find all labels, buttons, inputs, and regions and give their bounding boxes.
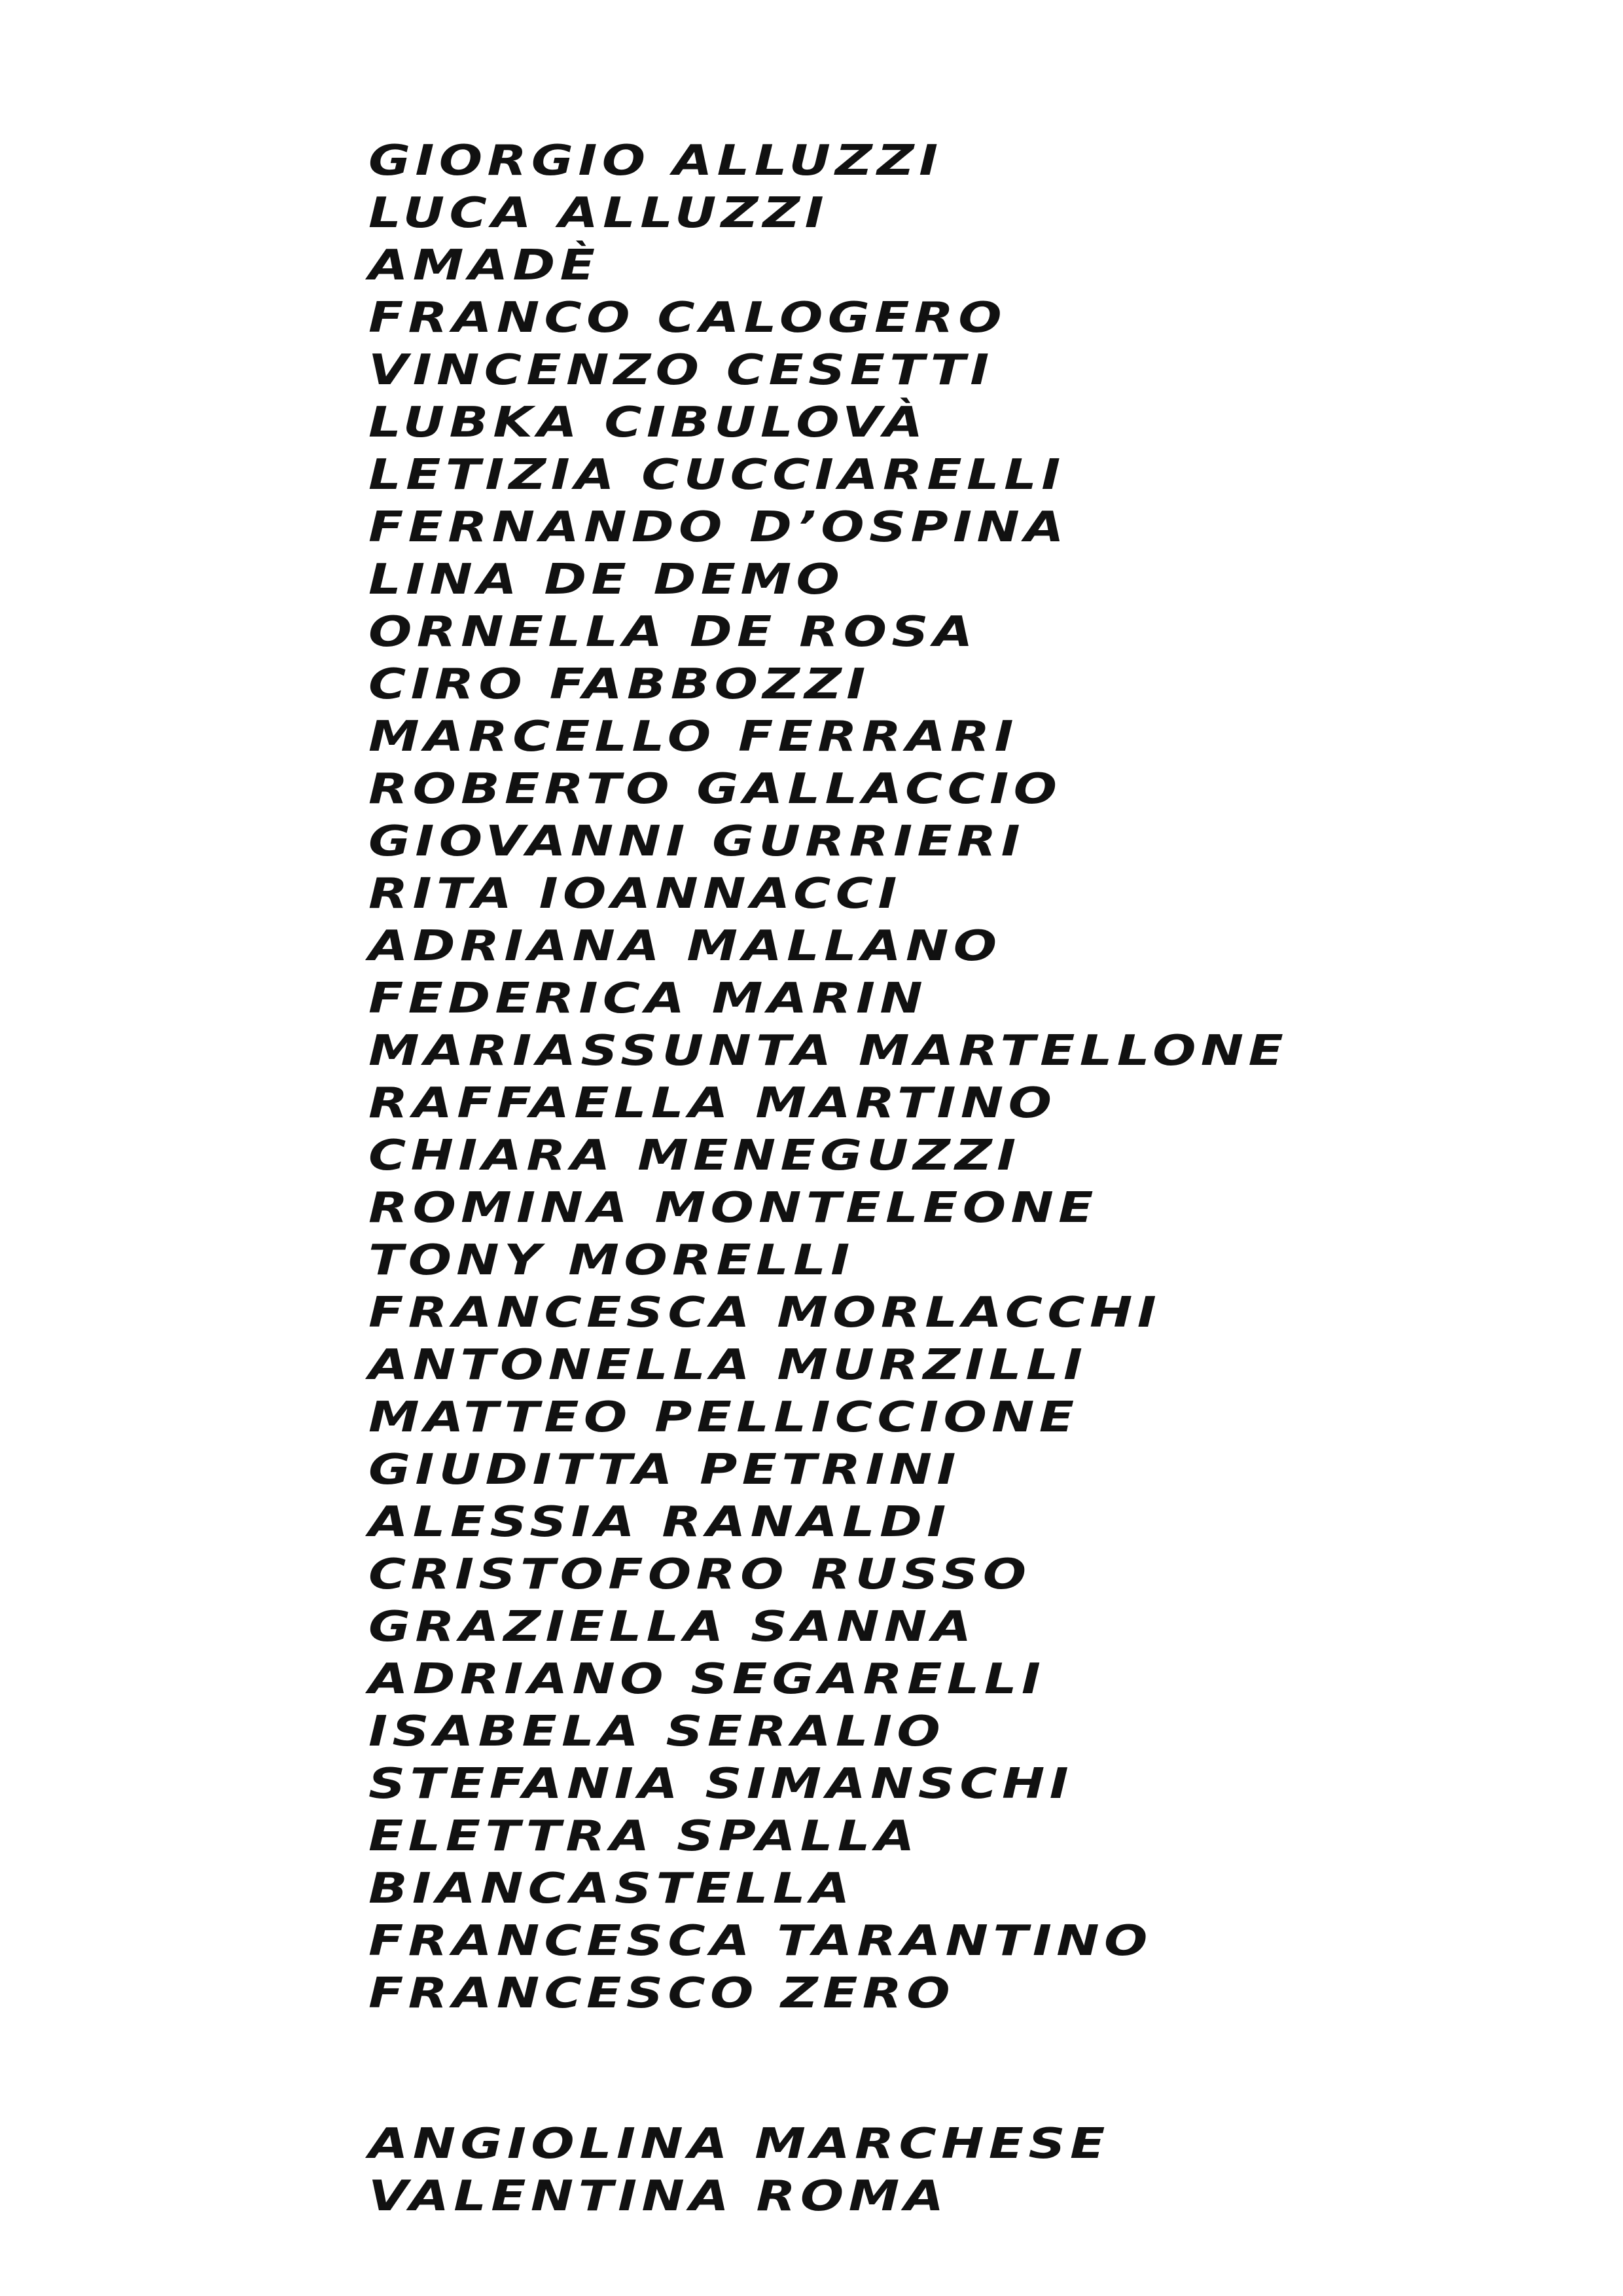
name-entry: VALENTINA ROMA xyxy=(368,2172,949,2221)
name-entry: FERNANDO D’OSPINA xyxy=(368,503,1069,552)
name-entry: GIUDITTA PETRINI xyxy=(368,1446,961,1494)
name-entry: MARCELLO FERRARI xyxy=(368,713,1018,761)
name-entry: ADRIANA MALLANO xyxy=(368,922,1002,971)
name-entry: STEFANIA SIMANSCHI xyxy=(368,1760,1073,1808)
name-entry: FEDERICA MARIN xyxy=(368,975,928,1023)
name-entry: LUCA ALLUZZI xyxy=(368,189,829,238)
name-entry: AMADÈ xyxy=(368,242,600,290)
name-entry: VINCENZO CESETTI xyxy=(368,346,994,395)
name-entry: ISABELA SERALIO xyxy=(368,1708,946,1756)
names-list xyxy=(368,135,1288,2020)
name-entry: CRISTOFORO RUSSO xyxy=(368,1551,1031,1599)
name-entry: ELETTRA SPALLA xyxy=(368,1812,919,1861)
name-entry: ROMINA MONTELEONE xyxy=(368,1184,1098,1232)
name-entry: ORNELLA DE ROSA xyxy=(368,608,978,656)
name-entry: RITA IOANNACCI xyxy=(368,870,902,918)
name-entry: FRANCESCA TARANTINO xyxy=(368,1917,1152,1965)
name-entry: ADRIANO SEGARELLI xyxy=(368,1655,1046,1704)
name-entry: FRANCO CALOGERO xyxy=(368,294,1007,342)
name-entry: GRAZIELLA SANNA xyxy=(368,1603,976,1651)
name-entry: LINA DE DEMO xyxy=(368,556,845,604)
name-entry: ROBERTO GALLACCIO xyxy=(368,765,1062,814)
name-entry: BIANCASTELLA xyxy=(368,1865,855,1913)
name-entry: FRANCESCA MORLACCHI xyxy=(368,1289,1162,1337)
name-entry: ANTONELLA MURZILLI xyxy=(368,1341,1088,1390)
name-entry: CHIARA MENEGUZZI xyxy=(368,1132,1021,1180)
name-entry: ANGIOLINA MARCHESE xyxy=(368,2120,1110,2168)
name-entry: FRANCESCO ZERO xyxy=(368,1969,955,2018)
name-entry: ALESSIA RANALDI xyxy=(368,1498,951,1547)
name-entry: CIRO FABBOZZI xyxy=(368,660,870,709)
additional-names-list xyxy=(368,2118,1110,2223)
name-entry: GIORGIO ALLUZZI xyxy=(368,137,943,185)
name-entry: TONY MORELLI xyxy=(368,1236,855,1285)
name-entry: MATTEO PELLICCIONE xyxy=(368,1393,1079,1442)
name-entry: MARIASSUNTA MARTELLONE xyxy=(368,1027,1289,1075)
name-entry: GIOVANNI GURRIERI xyxy=(368,817,1025,866)
name-entry: RAFFAELLA MARTINO xyxy=(368,1079,1057,1128)
name-entry: LUBKA CIBULOVÀ xyxy=(368,399,928,447)
name-entry: LETIZIA CUCCIARELLI xyxy=(368,451,1065,499)
